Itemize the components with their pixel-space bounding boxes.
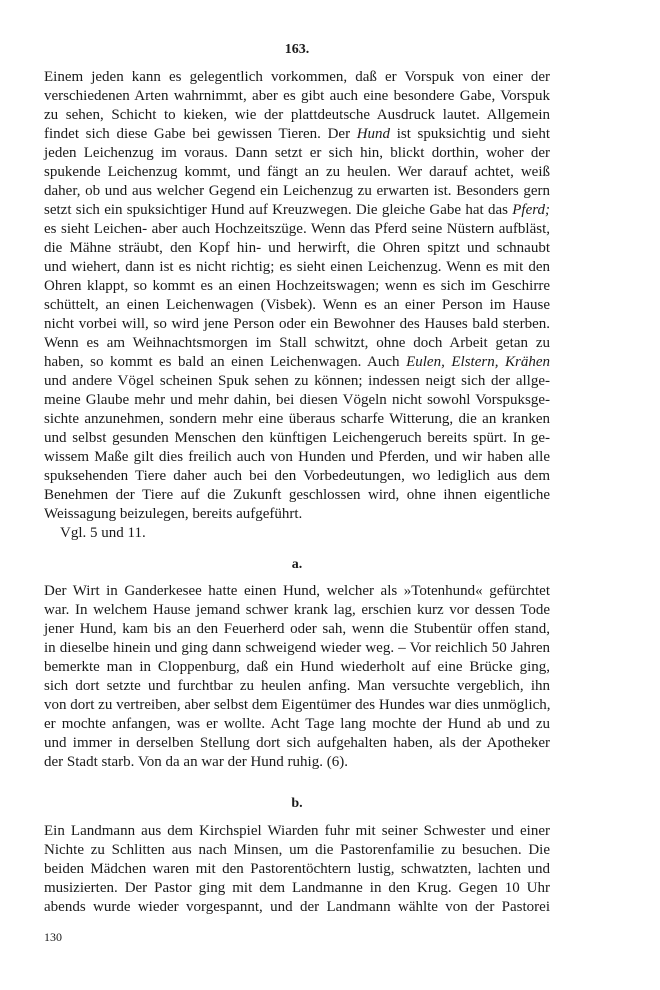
text-line: der Stadt starb. Von da an war der Hund ruhig. (6). bbox=[44, 754, 348, 770]
text-line: daher, ob und aus welcher Gegend ein Leichenzug zu erwarten ist. Besonders gern bbox=[44, 183, 550, 199]
text-line: Wenn es am Weihnachtsmorgen im Stall schwitzt, ohne doch Arbeit getan zu bbox=[44, 335, 550, 351]
text-line: bemerkte man in Cloppenburg, daß ein Hund wiederholt auf eine Brücke ging, bbox=[44, 659, 550, 675]
section-heading-b: b. bbox=[291, 796, 303, 811]
paragraph-b bbox=[44, 822, 550, 917]
text-line: wissem Maße gilt dies freilich auch von Hunden und Pferden, und wir haben alle bbox=[44, 449, 550, 465]
text-line: Einem jeden kann es gelegentlich vorkommen, daß er Vorspuk von einer der bbox=[44, 69, 550, 85]
text-line: spukende Leichenzug kommt, und fängt an zu heulen. Wer darauf achtet, weiß bbox=[44, 164, 550, 180]
paragraph-a bbox=[44, 582, 550, 772]
text-line: sichte anzunehmen, sondern mehr eine überaus scharfe Witterung, die an kranken bbox=[44, 411, 550, 427]
text-line: Nichte zu Schlitten aus nach Minsen, um die Pastorenfamilie zu besuchen. Die bbox=[44, 842, 550, 858]
text-line: er mochte anfangen, was er wollte. Acht Tage lang mochte der Hund ab und zu bbox=[44, 716, 550, 732]
text-line: setzt sich ein spuksichtiger Hund auf Kreuzwegen. Die gleiche Gabe hat das Pferd; bbox=[44, 202, 550, 218]
text-line: und immer in derselben Stellung dort sich aufgehalten haben, als der Apotheker bbox=[44, 735, 550, 751]
text-line: jeden Leichenzug im voraus. Dann setzt er sich hin, blickt dorthin, woher der bbox=[44, 145, 550, 161]
text-line: und selbst gesunden Menschen den künftigen Leichengeruch bereits spürt. In ge- bbox=[44, 430, 550, 446]
text-line: es sieht Leichen- aber auch Hochzeitszüge. Wenn das Pferd seine Nüstern aufbläst, bbox=[44, 221, 550, 237]
text-line: die Mähne sträubt, den Kopf hin- und herwirft, die Ohren spitzt und schnaubt bbox=[44, 240, 550, 256]
text-line: schüttelt, an einen Leichenwagen (Visbek). Wenn es an einer Person im Hause bbox=[44, 297, 550, 313]
text-line: findet sich diese Gabe bei gewissen Tieren. Der Hund ist spuksichtig und sieht bbox=[44, 126, 550, 142]
text-line: und andere Vögel scheinen Spuk sehen zu können; indessen neigt sich der allge- bbox=[44, 373, 550, 389]
text-line: Der Wirt in Ganderkesee hatte einen Hund, welcher als »Totenhund« gefürchtet bbox=[44, 583, 550, 599]
text-line: zu sehen, Schicht to kieken, wie der plattdeutsche Ausdruck lautet. Allgemein bbox=[44, 107, 550, 123]
section-heading-a: a. bbox=[291, 557, 303, 572]
text-line: Weissagung beizulegen, bereits aufgeführt. bbox=[44, 506, 303, 522]
text-line: von dort zu vertreiben, aber selbst dem Eigentümer des Hundes war dies unmöglich, bbox=[44, 697, 551, 713]
text-line: haben, so kommt es bald an einen Leichenwagen. Auch Eulen, Elstern, Krähen bbox=[44, 354, 550, 370]
text-line: abends wurde wieder vorgespannt, und der Landmann wählte von der Pastorei bbox=[44, 899, 550, 915]
text-line: sich dort setzte und furchtbar zu heulen anfing. Man versuchte vergeblich, ihn bbox=[44, 678, 550, 694]
page-number: 130 bbox=[44, 930, 62, 944]
text-line: in dieselbe hinein und ging dann schweigend wieder weg. – Vor reichlich 50 Jahren bbox=[44, 640, 550, 656]
cross-reference: Vgl. 5 und 11. bbox=[60, 525, 146, 541]
text-line: spuksehenden Tiere daher auch bei den Vorbedeutungen, wo lediglich aus dem bbox=[44, 468, 550, 484]
text-line: verschiedenen Arten wahrnimmt, aber es gibt auch eine besondere Gabe, Vorspuk bbox=[44, 88, 550, 104]
text-line: und wiehert, dann ist es nicht richtig; es sieht einen Leichenzug. Wenn es mit den bbox=[44, 259, 550, 275]
text-line: Ohren klappt, so kommt es an einen Hochzeitswagen; wenn es sich im Geschirre bbox=[44, 278, 550, 294]
text-line: Benehmen der Tiere auf die Zukunft geschlossen wird, ohne ihnen eigentliche bbox=[44, 487, 550, 503]
text-line: musizierten. Der Pastor ging mit dem Landmanne in den Krug. Gegen 10 Uhr bbox=[44, 880, 550, 896]
text-line: Ein Landmann aus dem Kirchspiel Wiarden fuhr mit seiner Schwester und einer bbox=[44, 823, 550, 839]
text-line: war. In welchem Hause jemand schwer krank lag, erschien kurz vor dessen Tode bbox=[44, 602, 550, 618]
paragraph-163 bbox=[44, 68, 550, 543]
section-heading-163: 163. bbox=[284, 42, 310, 57]
text-line: meine Glaube mehr und mehr dahin, bei diesen Vögeln nicht sowohl Vorspuksge- bbox=[44, 392, 550, 408]
text-line: beiden Mädchen waren mit den Pastorentöchtern lustig, schwatzten, lachten und bbox=[44, 861, 550, 877]
text-line: nicht vorbei will, so wird jene Person oder ein Bewohner des Hauses bald sterben. bbox=[44, 316, 550, 332]
text-line: jener Hund, kam bis an den Feuerherd oder sah, wenn die Stubentür offen stand, bbox=[44, 621, 550, 637]
